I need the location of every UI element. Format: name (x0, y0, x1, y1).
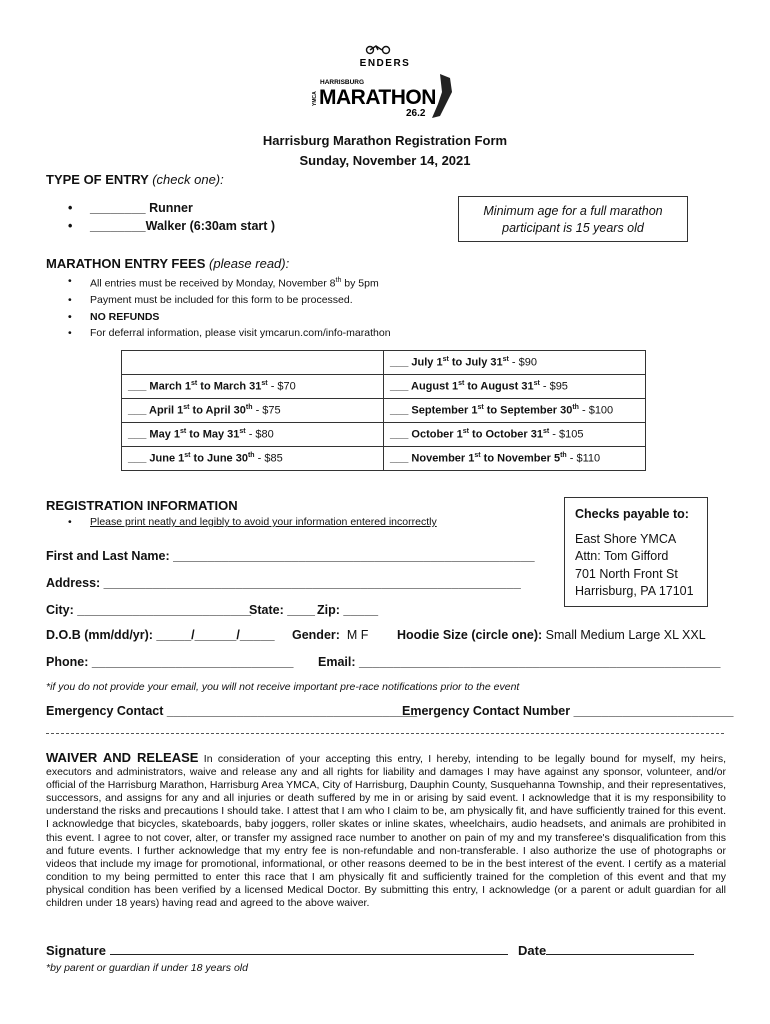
fee-option[interactable]: ___ September 1st to September 30th - $100 (384, 399, 646, 423)
fee-bullet: • Payment must be included for this form to be processed. (68, 292, 391, 309)
form-date: Sunday, November 14, 2021 (299, 153, 471, 168)
waiver-body: In consideration of your accepting this entry, I hereby, intending to be legally bound for myself, my heirs, executors and administrators, waive and release any and all rights for liability and damages I may have against any sponsor, volunteer, and/or official of the Harrisburg Marathon, Harrisburg Area YMCA, City of Harrisburg, Dauphin County, Susquehanna Township, and their representatives, successors, and assigns for any and all injuries or death suffered by me in or arising by said event. I acknowledge that it is my responsibility to understand the risks and precautions I should take. I attest that I am who I claim to be, am physically fit, and have sufficiently trained for this event. I acknowledge that bicycles, skateboards, baby joggers, roller skates or inline skates, wheelchairs, audio headsets, and animals are prohibited in this event. I agree to not cover, alter, or transfer my assigned race number to another on pain of my and my transferee's disqualification from this and future events. I further acknowledge that my entry fee is non-refundable and non-transferable. I also authorize the use of photographs or videos that include my image for promotional, informational, or other reasons deemed to be in the best interest of the event. I certify as a material condition to my being permitted to enter this race that I am physically fit and sufficiently trained for the completion of this event and that my physical condition has been verified by a licensed Medical Doctor. By submitting this entry, I acknowledge (or a parent or adult guardian for all children under 18 years) having read and agreed to the above waiver. (46, 753, 727, 910)
signature-field[interactable]: Signature (46, 943, 508, 958)
marathon-logo-graphic (300, 44, 470, 124)
min-age-note: Minimum age for a full marathon participant is 15 years old (458, 196, 688, 242)
fees-heading: MARATHON ENTRY FEES (please read): (46, 256, 290, 271)
checks-line: Harrisburg, PA 17101 (575, 584, 694, 598)
city-field[interactable]: City: _________________________ (46, 603, 252, 617)
hoodie-field[interactable]: Hoodie Size (circle one): Small Medium Large XL XXL (397, 628, 706, 642)
dob-field[interactable]: D.O.B (mm/dd/yr): _____/______/_____ (46, 628, 275, 642)
fee-row (122, 375, 646, 399)
waiver-heading: WAIVER AND RELEASE (46, 750, 199, 765)
email-field[interactable]: Email: ____________________________________________________ (318, 655, 721, 669)
registration-heading: REGISTRATION INFORMATION (46, 498, 238, 513)
fee-option (122, 351, 384, 375)
fee-row (122, 447, 646, 471)
checks-line: East Shore YMCA (575, 531, 677, 546)
fee-row (122, 351, 646, 375)
logo-brand: ENDERS (359, 58, 411, 69)
phone-field[interactable]: Phone: _____________________________ (46, 655, 294, 669)
logo-side: YMCA (312, 91, 318, 106)
entry-heading: TYPE OF ENTRY (check one): (46, 172, 224, 187)
fee-bullet: • For deferral information, please visit ymcarun.com/info-marathon (68, 325, 391, 342)
waiver-text (46, 751, 726, 910)
zip-field[interactable]: Zip: _____ (317, 603, 379, 617)
fee-option[interactable]: ___ March 1st to March 31st - $70 (122, 375, 384, 399)
checks-line: 701 North Front St (575, 566, 678, 581)
fee-option[interactable]: ___ November 1st to November 5th - $110 (384, 447, 646, 471)
fee-option[interactable]: ___ May 1st to May 31st - $80 (122, 423, 384, 447)
fee-option[interactable]: ___ April 1st to April 30th - $75 (122, 399, 384, 423)
emergency-contact-field[interactable]: Emergency Contact ____________________________________ (46, 704, 418, 718)
registration-note: • Please print neatly and legibly to avoid your information entered incorrectly (90, 516, 437, 528)
email-note: *if you do not provide your email, you will not receive important pre-race notifications prior to the event (46, 681, 520, 693)
logo-distance: 26.2 (406, 108, 426, 119)
address-field[interactable]: Address: ____________________________________________________________ (46, 576, 521, 590)
divider (46, 733, 724, 734)
form-title: Harrisburg Marathon Registration Form (262, 133, 508, 148)
logo-line1: HARRISBURG (320, 79, 365, 86)
fee-bullet: • All entries must be received by Monday, November 8th by 5pm (68, 273, 391, 292)
fee-option[interactable]: ___ July 1st to July 31st - $90 (384, 351, 646, 375)
checks-payable-box (564, 497, 708, 607)
fee-table (121, 350, 646, 471)
emergency-number-field[interactable]: Emergency Contact Number _______________________ (402, 704, 734, 718)
entry-option-runner[interactable]: • ________ Runner (68, 199, 275, 217)
entry-option-walker[interactable]: • ________Walker (6:30am start ) (68, 217, 275, 235)
checks-heading: Checks payable to: (575, 507, 689, 521)
gender-field[interactable]: Gender: M F (292, 628, 369, 642)
entry-options (68, 199, 275, 235)
checks-line: Attn: Tom Gifford (575, 549, 669, 563)
fee-row (122, 399, 646, 423)
fees-bullets (68, 273, 391, 342)
signature-note: *by parent or guardian if under 18 years old (46, 962, 248, 974)
fee-option[interactable]: ___ October 1st to October 31st - $105 (384, 423, 646, 447)
marathon-logo (300, 44, 470, 124)
fee-row (122, 423, 646, 447)
fee-bullet: • NO REFUNDS (68, 309, 391, 326)
name-field[interactable]: First and Last Name: ____________________________________________________ (46, 549, 535, 563)
fee-option[interactable]: ___ August 1st to August 31st - $95 (384, 375, 646, 399)
logo-line2: MARATHON (319, 86, 436, 109)
state-field[interactable]: State: ____ (249, 603, 316, 617)
date-field[interactable]: Date (518, 943, 694, 958)
fee-option[interactable]: ___ June 1st to June 30th - $85 (122, 447, 384, 471)
